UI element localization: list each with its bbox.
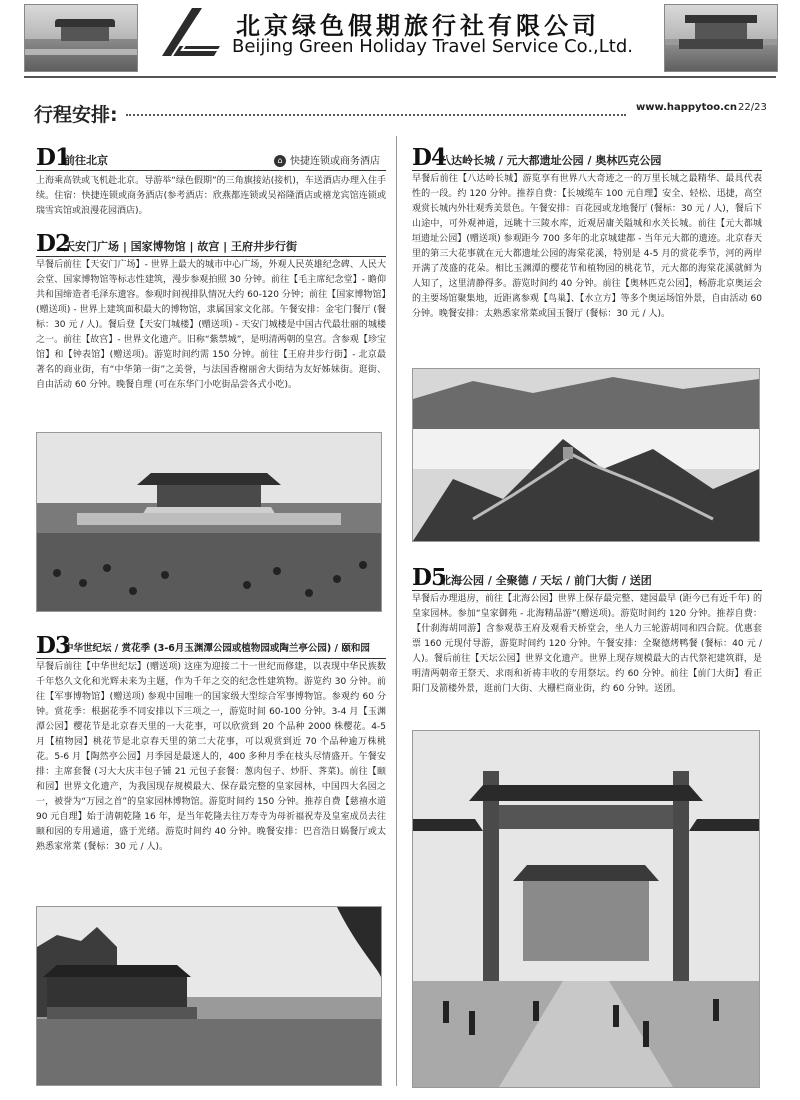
photo-qianmen-street	[412, 730, 760, 1088]
day-route: 中华世纪坛 / 赏花季 (3-6月玉渊潭公园或植物园或陶兰亭公园) / 颐和园	[64, 643, 370, 654]
day-route: 八达岭长城 / 元大都遗址公园 / 奥林匹克公园	[440, 154, 662, 167]
day-text-d4: 早餐后前往【八达岭长城】游览享有世界八大奇迹之一的万里长城之最精华、最具代表性的一段。约 120 分钟。推荐自费：【长城缆车 100 元自理】安全、轻松、迅捷，高空观赏长城内外壮观秀美景色。午餐安排：百花园或龙地餐厅 (餐标：30 元 / 人)，餐后下山途中，可外观神道，远眺十三陵水库，近观居庸关隘城和水关长城。前往【元大都城垣遗址公园】(赠送项) 参观距今 700 多年的北京城建都 - 当年元大都的遗迹。北京春天里的第三大花事就在元大都遗址公园的海棠花溪，特别是 4-5 月的赏花季节，河的两岸开满了茂盛的花朵。相比玉渊潭的樱花节和植物园的桃花节，元大都的海棠花溪就鲜为人知了，这里清静得多。游览时间约 40 分钟。前往【奥林匹克公园】，畅游北京奥运会的主要场馆聚集地，近距离参观【鸟巢】、【水立方】等多个奥运场馆外景，自由活动 60 分钟。晚餐安排：太熟悉家常菜或国玉餐厅 (餐标：30 元 / 人)。	[412, 174, 762, 319]
column-divider	[396, 136, 397, 1086]
hotel-tag	[274, 152, 380, 167]
day-header-d2	[36, 232, 386, 257]
company-name-cn: 北京绿色假期旅行社有限公司	[236, 12, 600, 40]
day-header-d4	[412, 146, 762, 171]
itinerary-title: 行程安排:	[34, 104, 118, 126]
day-text-d3: 早餐后前往【中华世纪坛】(赠送项) 这座为迎接二十一世纪而修建，以表现中华民族数千年悠久文化和光辉未来为主题，作为千年之交的纪念性建筑物。游览约 30 分钟。前往【军事博物馆】(赠送项) 参观中国唯一的国家级大型综合军事博物馆。参观约 60 分钟。赏花季：根据花季不同安排以下三项之一，游览时间 60-100 分钟。3-4 月【玉渊潭公园】樱花节是北京春天里的一大花事，可以欣赏到 20 个品种 2000 株樱花。4-5 月【植物园】桃花节是北京春天里的第二大花事，可以观赏到近 70 个品种逾万株桃花。5-6 月【陶然亭公园】月季园是最迷人的，400 多种月季在枝头尽情盛开。午餐安排：主席套餐 (习大大庆丰包子铺 21 元包子套餐：葱肉包子、炒肝、荠菜)。前往【颐和园】世界文化遗产，为我国现存规模最大、保存最完整的皇家园林，中国四大名园之一，被誉为“万园之首”的皇家园林博物馆。游览时间约 150 分钟。推荐自费【慈禧水道 90 元自理】始于清朝乾隆 16 年，是当年乾隆去往万寿寺为母祈福祝寿及皇室成员去往颐和园的专用通道，盛于光绪。游览时间约 40 分钟。晚餐安排：巴音浩日娲餐厅或太熟悉家常菜 (餐标：30 元 / 人)。	[36, 662, 386, 852]
hotel-icon: ⌂	[274, 155, 286, 167]
day-text-d5: 早餐后办理退房，前往【北海公园】世界上保存最完整、建园最早 (距今已有近千年) 的皇家园林。参加“皇家御苑 - 北海精品游”(赠送项)。游览时间约 120 分钟。推荐自费：【什刹海胡同游】含参观恭王府及观看天桥堂会，坐人力三轮游胡同和四合院。优惠套票 160 元现付导游，游览时间约 120 分钟。午餐安排：全聚德烤鸭餐 (餐标：40 元 / 人)。餐后前往【天坛公园】世界文化遗产。世界上现存规模最大的古代祭祀建筑群，是明清两朝帝王祭天、求雨和祈祷丰收的专用祭坛。约 60 分钟。前往【前门大街】看正阳门及箭楼外景，逛前门大街、大栅栏商业街，约 60 分钟。送团。	[412, 594, 762, 694]
day-header-d1	[36, 146, 386, 171]
day-text-d1: 上海乘高铁或飞机赴北京。导游举“绿色假期”的三角旗接站(接机)，车送酒店办理入住手续。住宿：快捷连锁或商务酒店(参考酒店：欣燕都连锁或吴裕隆酒店或禧龙宾馆连锁或瑞雪宾馆或浪漫花园酒店)。	[36, 176, 386, 216]
day-route: 北海公园 / 全聚德 / 天坛 / 前门大街 / 送团	[440, 574, 652, 587]
day-header-d3	[36, 634, 386, 659]
company-name-en: Beijing Green Holiday Travel Service Co.,Ltd.	[232, 36, 634, 57]
company-logo-icon	[158, 4, 224, 60]
day-number: D5	[412, 564, 446, 591]
hotel-label: 快捷连锁或商务酒店	[290, 156, 380, 167]
header-photo-left	[24, 4, 138, 72]
photo-great-wall	[412, 368, 760, 542]
day-route: 前往北京	[64, 154, 108, 167]
day-text-d2: 早餐后前往【天安门广场】- 世界上最大的城市中心广场，外观人民英雄纪念碑、人民大会堂、国家博物馆等标志性建筑，漫步参观拍照 30 分钟。前往【毛主席纪念堂】- 瞻仰共和国缔造者毛泽东遗容。参观时间视排队情况大约 60-120 分钟；前往【国家博物馆】(赠送项) - 世界上建筑面积最大的博物馆，隶属国家文化部。午餐安排：金宅门餐厅 (餐标：30 元 / 人)。餐后登【天安门城楼】(赠送项) - 天安门城楼是中国古代最壮丽的城楼之一。前往【故宫】- 世界文化遗产。旧称“紫禁城”，是明清两朝的皇宫。含参观【珍宝馆】和【钟表馆】(赠送项)。游览时间约需 150 分钟。前往【王府井步行街】- 北京最著名的商业街，有“中华第一街”之美誉，与法国香榭丽舍大街结为友好姊妹街。逛街、自由活动 60 分钟。晚餐自理 (可在东华门小吃街品尝各式小吃)。	[36, 260, 386, 390]
title-dotted-rule	[126, 114, 626, 116]
day-number: D4	[412, 144, 446, 171]
photo-summer-palace	[36, 906, 382, 1086]
day-number: D3	[36, 632, 70, 659]
header-rule	[24, 76, 776, 78]
header-photo-right	[664, 4, 778, 72]
website-link[interactable]: www.happytoo.cn	[636, 102, 737, 113]
photo-forbidden-city	[36, 432, 382, 612]
day-number: D2	[36, 230, 70, 257]
day-number: D1	[36, 144, 70, 171]
page-number: 22/23	[738, 102, 767, 113]
day-header-d5	[412, 566, 762, 591]
day-route: 天安门广场 | 国家博物馆 | 故宫 | 王府井步行街	[64, 240, 298, 253]
